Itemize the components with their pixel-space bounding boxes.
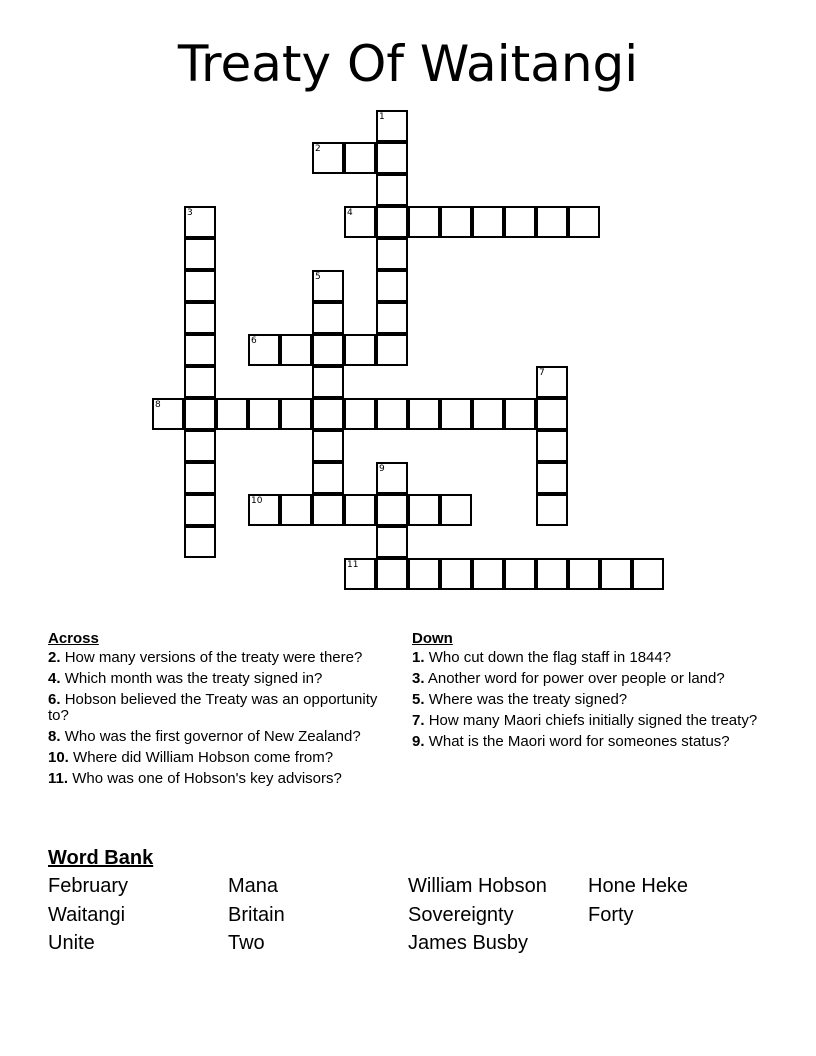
grid-cell[interactable] (344, 558, 376, 590)
grid-cell[interactable] (184, 398, 216, 430)
clue-number: 8. (48, 728, 61, 745)
word-bank-word: James Busby (408, 932, 529, 954)
grid-cell[interactable] (536, 558, 568, 590)
clue-text: Who cut down the flag staff in 1844? (428, 649, 672, 666)
grid-cell[interactable] (312, 270, 344, 302)
grid-cell[interactable] (312, 398, 344, 430)
grid-cell[interactable] (376, 558, 408, 590)
grid-cell[interactable] (376, 238, 408, 270)
grid-cell[interactable] (184, 526, 216, 558)
grid-cell[interactable] (344, 142, 376, 174)
grid-cell[interactable] (184, 270, 216, 302)
cell-number: 3 (187, 208, 193, 218)
grid-cell[interactable] (216, 398, 248, 430)
grid-cell[interactable] (376, 142, 408, 174)
grid-cell[interactable] (376, 110, 408, 142)
grid-cell[interactable] (504, 558, 536, 590)
word-bank-word: Two (228, 932, 265, 954)
grid-cell[interactable] (184, 366, 216, 398)
clue-number: 5. (412, 691, 425, 708)
grid-cell[interactable] (248, 334, 280, 366)
clue-number: 2. (48, 649, 61, 666)
down-clue-3 (412, 671, 762, 687)
clue-text: How many Maori chiefs initially signed the treaty? (428, 712, 758, 729)
clue-text: Who was the first governor of New Zealand? (64, 728, 361, 745)
clue-text: Who was one of Hobson's key advisors? (72, 770, 342, 787)
grid-cell[interactable] (248, 398, 280, 430)
grid-cell[interactable] (376, 398, 408, 430)
down-clue-9 (412, 734, 762, 750)
word-bank-word: February (48, 875, 129, 897)
grid-cell[interactable] (152, 398, 184, 430)
grid-cell[interactable] (504, 206, 536, 238)
clue-number: 10. (48, 749, 69, 766)
grid-cell[interactable] (184, 238, 216, 270)
grid-cell[interactable] (472, 558, 504, 590)
cell-number: 7 (539, 368, 545, 378)
grid-cell[interactable] (280, 494, 312, 526)
grid-cell[interactable] (312, 142, 344, 174)
across-clue-8 (48, 729, 398, 745)
grid-cell[interactable] (312, 366, 344, 398)
grid-cell[interactable] (440, 494, 472, 526)
grid-cell[interactable] (408, 494, 440, 526)
grid-cell[interactable] (376, 462, 408, 494)
down-clues (412, 630, 762, 755)
grid-cell[interactable] (184, 430, 216, 462)
grid-cell[interactable] (312, 430, 344, 462)
grid-cell[interactable] (248, 494, 280, 526)
cell-number: 11 (347, 560, 359, 570)
grid-cell[interactable] (184, 462, 216, 494)
clue-number: 9. (412, 733, 425, 750)
cell-number: 1 (379, 112, 385, 122)
grid-cell[interactable] (376, 174, 408, 206)
grid-cell[interactable] (536, 366, 568, 398)
cell-number: 4 (347, 208, 353, 218)
clue-text: What is the Maori word for someones status? (428, 733, 730, 750)
grid-cell[interactable] (184, 206, 216, 238)
word-bank-word: Mana (228, 875, 279, 897)
cell-number: 2 (315, 144, 321, 154)
grid-cell[interactable] (536, 430, 568, 462)
clue-number: 7. (412, 712, 425, 729)
grid-cell[interactable] (440, 206, 472, 238)
grid-cell[interactable] (184, 334, 216, 366)
grid-cell[interactable] (376, 494, 408, 526)
grid-cell[interactable] (312, 462, 344, 494)
grid-cell[interactable] (568, 558, 600, 590)
across-clue-6 (48, 692, 398, 724)
grid-cell[interactable] (472, 398, 504, 430)
grid-cell[interactable] (440, 558, 472, 590)
cell-number: 9 (379, 464, 385, 474)
grid-cell[interactable] (568, 206, 600, 238)
cell-number: 8 (155, 400, 161, 410)
grid-cell[interactable] (600, 558, 632, 590)
word-bank-title: Word Bank (48, 847, 154, 869)
grid-cell[interactable] (536, 462, 568, 494)
grid-cell[interactable] (472, 206, 504, 238)
grid-cell[interactable] (504, 398, 536, 430)
grid-cell[interactable] (184, 494, 216, 526)
puzzle-title: Treaty Of Waitangi (177, 35, 639, 93)
clue-text: Another word for power over people or land? (427, 670, 725, 687)
grid-cell[interactable] (440, 398, 472, 430)
grid-cell[interactable] (536, 206, 568, 238)
down-clue-1 (412, 650, 762, 666)
grid-cell[interactable] (280, 334, 312, 366)
word-bank-word: William Hobson (408, 875, 547, 897)
clue-text: Where was the treaty signed? (428, 691, 628, 708)
word-bank-word: Forty (588, 904, 634, 926)
down-heading: Down (412, 630, 453, 647)
down-clue-7 (412, 713, 762, 729)
grid-cell[interactable] (376, 206, 408, 238)
across-clue-2 (48, 650, 398, 666)
clue-text: Where did William Hobson come from? (73, 749, 334, 766)
clue-number: 11. (48, 770, 69, 787)
grid-cell[interactable] (184, 302, 216, 334)
across-clue-4 (48, 671, 398, 687)
grid-cell[interactable] (408, 398, 440, 430)
word-bank-word: Waitangi (48, 904, 126, 926)
cell-number: 6 (251, 336, 257, 346)
word-bank-word: Britain (228, 904, 285, 926)
clue-number: 3. (412, 670, 425, 687)
grid-cell[interactable] (536, 398, 568, 430)
grid-cell[interactable] (312, 494, 344, 526)
grid-cell[interactable] (376, 302, 408, 334)
grid-cell[interactable] (376, 270, 408, 302)
grid-cell[interactable] (408, 206, 440, 238)
word-bank-word: Unite (48, 932, 95, 954)
word-bank-word: Hone Heke (588, 875, 689, 897)
grid-cell[interactable] (632, 558, 664, 590)
grid-cell[interactable] (536, 494, 568, 526)
grid-cell[interactable] (408, 558, 440, 590)
grid-cell[interactable] (344, 206, 376, 238)
grid-cell[interactable] (280, 398, 312, 430)
clue-text: Hobson believed the Treaty was an opportunity to? (48, 691, 378, 724)
grid-cell[interactable] (344, 494, 376, 526)
across-clues (48, 630, 398, 792)
cell-number: 5 (315, 272, 321, 282)
grid-cell[interactable] (376, 526, 408, 558)
grid-cell[interactable] (376, 334, 408, 366)
grid-cell[interactable] (312, 302, 344, 334)
down-clue-5 (412, 692, 762, 708)
grid-cell[interactable] (344, 398, 376, 430)
clue-text: Which month was the treaty signed in? (64, 670, 323, 687)
clue-number: 6. (48, 691, 61, 708)
grid-cell[interactable] (312, 334, 344, 366)
across-clue-10 (48, 750, 398, 766)
clue-text: How many versions of the treaty were there? (64, 649, 363, 666)
clue-number: 4. (48, 670, 61, 687)
cell-number: 10 (251, 496, 263, 506)
word-bank-word: Sovereignty (408, 904, 514, 926)
across-clue-11 (48, 771, 398, 787)
grid-cell[interactable] (344, 334, 376, 366)
across-heading: Across (48, 630, 99, 647)
clue-number: 1. (412, 649, 425, 666)
